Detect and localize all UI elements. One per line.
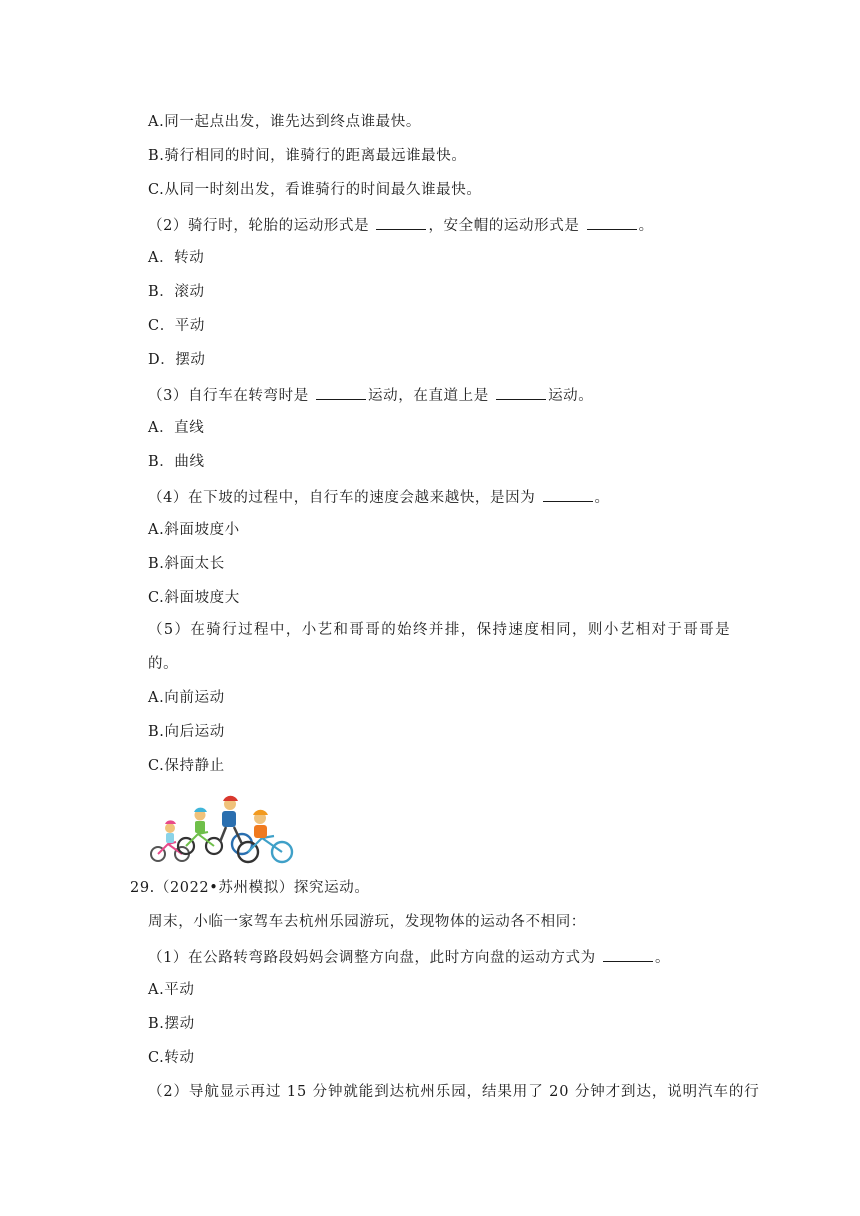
question-3-text-a: （3）自行车在转弯时是 [148,388,315,404]
question-2 [148,214,654,236]
question-2-text-b: ，安全帽的运动形式是 [428,218,585,234]
option-5b: B.向后运动 [148,724,225,740]
question-29-2: （2）导航显示再过 15 分钟就能到达杭州乐园，结果用了 20 分钟才到达，说明汽车的行 [148,1084,760,1100]
option-5a: A.向前运动 [148,690,225,706]
answer-blank [496,384,546,400]
option-29-1a: A.平动 [148,982,195,998]
answer-blank [587,214,637,230]
question-29-1-text-b: 。 [654,950,671,966]
option-4b: B.斜面太长 [148,556,225,572]
option-4a: A.斜面坡度小 [148,522,240,538]
question-29-intro: 周末，小临一家驾车去杭州乐园游玩，发现物体的运动各不相同： [148,914,586,930]
option-1b: B.骑行相同的时间，谁骑行的距离最远谁最快。 [148,148,467,164]
question-3-text-b: 运动，在直道上是 [368,388,495,404]
option-2d: D．摆动 [148,352,206,368]
option-2b: B．滚动 [148,284,205,300]
question-4-text-b: 。 [594,490,610,506]
bike-child-small [151,820,189,861]
answer-blank [543,486,593,502]
question-29-heading: 29.（2022•苏州模拟）探究运动。 [130,880,370,896]
question-2-text-c: 。 [638,218,654,234]
cycling-family-illustration [146,790,296,868]
option-4c: C.斜面坡度大 [148,590,240,606]
option-1c: C.从同一时刻出发，看谁骑行的时间最久谁最快。 [148,182,482,198]
answer-blank [316,384,366,400]
question-2-text-a: （2）骑行时，轮胎的运动形式是 [148,218,375,234]
question-4-text-a: （4）在下坡的过程中，自行车的速度会越来越快，是因为 [148,490,541,506]
option-2a: A．转动 [148,250,205,266]
answer-blank [376,214,426,230]
bike-adult-dad [202,796,252,854]
question-3 [148,384,593,406]
answer-blank [603,946,653,962]
question-29-1 [148,946,670,968]
option-29-1c: C.转动 [148,1050,195,1066]
option-1a: A.同一起点出发，谁先达到终点谁最快。 [148,114,421,130]
question-4 [148,486,610,508]
question-5-cont: 的。 [148,656,179,672]
question-29-1-text-a: （1）在公路转弯路段妈妈会调整方向盘，此时方向盘的运动方式为 [148,950,601,966]
option-2c: C．平动 [148,318,205,334]
question-5: （5）在骑行过程中，小艺和哥哥的始终并排，保持速度相同，则小艺相对于哥哥是 [148,622,732,638]
option-5c: C.保持静止 [148,758,225,774]
option-29-1b: B.摆动 [148,1016,195,1032]
question-3-text-c: 运动。 [548,388,594,404]
option-3b: B．曲线 [148,454,205,470]
option-3a: A．直线 [148,420,205,436]
